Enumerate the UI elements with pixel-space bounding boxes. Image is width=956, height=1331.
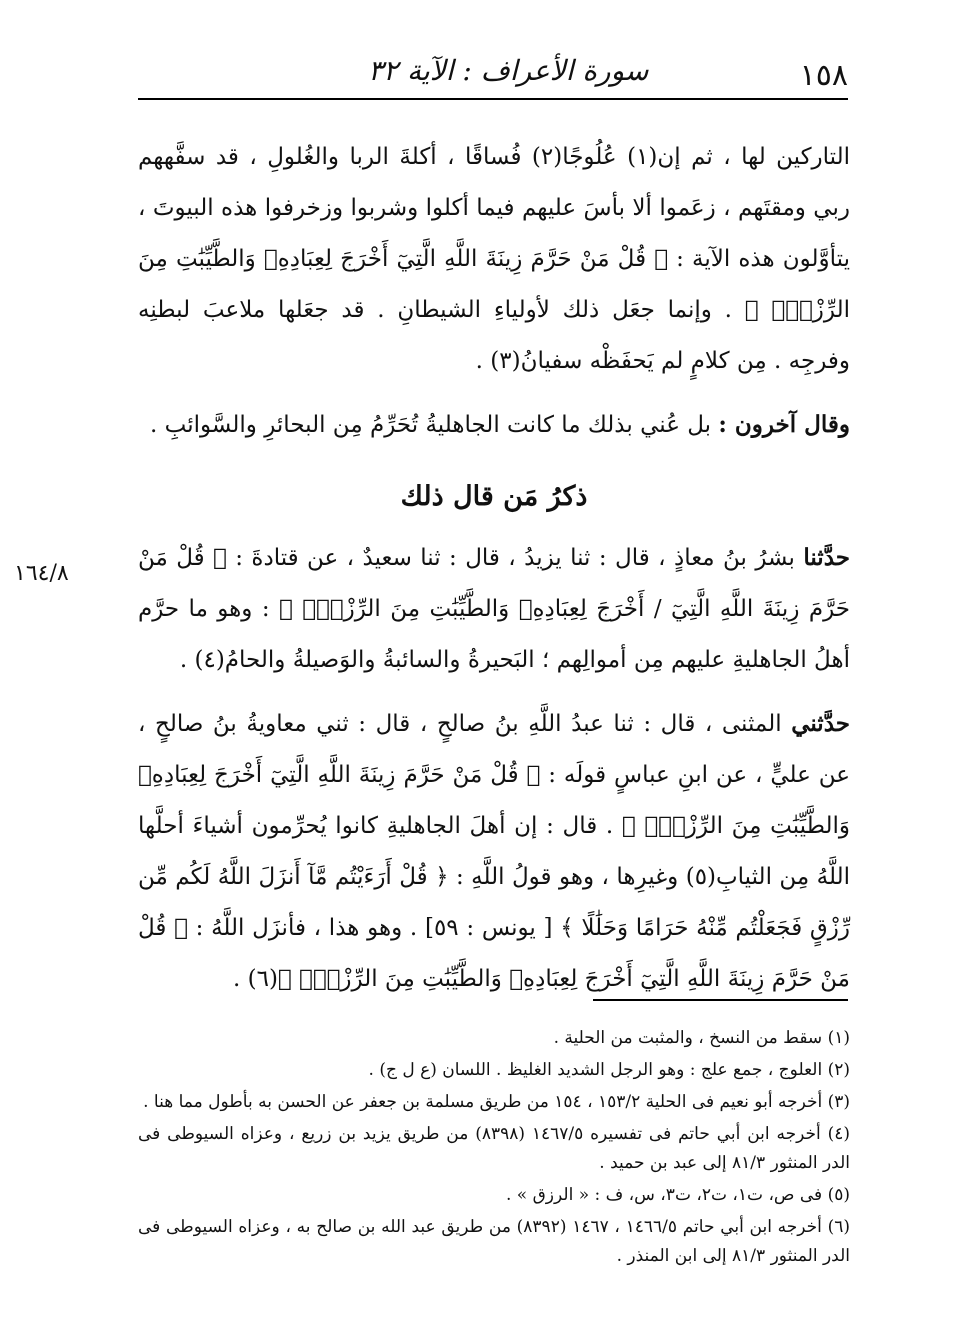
paragraph-text: المثنى ، قال : ثنا عبدُ اللَّهِ بنُ صالحٍ ، قال : ثني معاويةُ بنُ صالحٍ ، عن عليٍّ ، عن ابنِ عباسٍ قولَه : ﴿ قُلْ مَنْ حَرَّمَ زِينَةَ اللَّهِ الَّتِيٓ أَخْرَجَ لِعِبَادِهِۦ وَالطَّيِّبَٰتِ مِنَ الرِّزْقِۚ ﴾ . قال : إن أهلَ الجاهليةِ كانوا يُحرِّمون أشياءَ أحلَّها اللَّهُ مِن الثيابِ(٥) وغيرِها ، وهو قولُ اللَّهِ : ﴿ قُلْ أَرَءَيْتُم مَّآ أَنزَلَ اللَّهُ لَكُم مِّن رِّزْقٍ فَجَعَلْتُم مِّنْهُ حَرَامًا وَحَلَٰلًا ﴾ [ يونس : ٥٩] . وهو هذا ، فأنزَل اللَّهُ : ﴿ قُلْ مَنْ حَرَّمَ زِينَةَ اللَّهِ الَّتِيٓ أَخْرَجَ لِعِبَادِهِۦ وَالطَّيِّبَٰتِ مِنَ الرِّزْقِۚ ﴾(٦) . [138, 711, 850, 992]
paragraph-4 [138, 698, 850, 1005]
speaker-label: وقال آخرون : [718, 411, 850, 438]
paragraph-text: بل عُني بذلك ما كانت الجاهليةُ تُحَرِّمُ مِن البحائرِ والسَّوائبِ . [150, 412, 712, 438]
paragraph-3 [138, 532, 850, 686]
footnote: (٥) فى ص، ت١، ت٢، ت٣، س، ف : « الرزق » . [506, 1185, 850, 1205]
footnote: (٣) أخرجه أبو نعيم فى الحلية ١٥٣/٢ ، ١٥٤ من طريق مسلمة بن جعفر عن الحسن به بأطول مما هنا . [143, 1092, 850, 1112]
paragraph-2 [138, 399, 850, 451]
running-title: سورة الأعراف : الآية ٣٢ [368, 54, 649, 87]
footnote: (٦) أخرجه ابن أبي حاتم ١٤٦٦/٥ ، ١٤٦٧ (٨٣٩٢) من طريق عبد الله بن صالح به ، وعزاه السيوطى فى الدر المنثور ٨١/٣ إلى ابن المنذر . [138, 1217, 850, 1266]
page-number: ١٥٨ [799, 58, 848, 93]
main-text [138, 132, 850, 1005]
speaker-label: حدَّثني [791, 710, 850, 737]
speaker-label: حدَّثنا [803, 544, 850, 571]
header-divider [138, 98, 848, 100]
margin-volume-page-ref: ١٦٤/٨ [14, 561, 69, 586]
footnotes [138, 1024, 850, 1271]
paragraph-1: التاركين لها ، ثم إن(١) عُلُوجًا(٢) فُساقًا ، أكلةَ الربا والغُلولِ ، قد سفَّههم ربي ومقتَهم ، زعَموا ألا بأسَ عليهم فيما أكلوا وشربوا وزخرفوا هذه البيوتَ ، يتأوَّلون هذه الآية : ﴿ قُلْ مَنْ حَرَّمَ زِينَةَ اللَّهِ الَّتِيٓ أَخْرَجَ لِعِبَادِهِۦ وَالطَّيِّبَٰتِ مِنَ الرِّزْقِۚ ﴾ . وإنما جعَل ذلك لأولياءِ الشيطانِ . قد جعَلها ملاعبَ لبطنِه وفرجِه . مِن كلامٍ لم يَحفَظْه سفيانُ(٣) . [138, 144, 851, 374]
footnote: (٢) العلوج ، جمع علج : وهو الرجل الشديد الغليظ . اللسان (ع ل ج) . [368, 1060, 850, 1080]
footnote: (٤) أخرجه ابن أبي حاتم فى تفسيره ١٤٦٧/٥ (٨٣٩٨) من طريق يزيد بن زريع ، وعزاه السيوطى فى الدر المنثور ٨١/٣ إلى عبد بن حميد . [138, 1124, 850, 1173]
footnote: (١) سقط من النسخ ، والمثبت من الحلية . [553, 1028, 850, 1048]
paragraph-text: بشرُ بنُ معاذٍ ، قال : ثنا يزيدُ ، قال : ثنا سعيدٌ ، عن قتادةَ : ﴿ قُلْ مَنْ حَرَّمَ زِينَةَ اللَّهِ الَّتِيٓ / أَخْرَجَ لِعِبَادِهِۦ وَالطَّيِّبَٰتِ مِنَ الرِّزْقِۚ ﴾ : وهو ما حرَّم أهلُ الجاهليةِ عليهم مِن أموالِهم ؛ البَحيرةُ والسائبةُ والوَصيلةُ والحامُ(٤) . [138, 545, 850, 673]
page-header [138, 44, 848, 96]
section-heading: ذكرُ مَن قال ذلك [400, 481, 588, 512]
footnote-divider [593, 999, 848, 1001]
